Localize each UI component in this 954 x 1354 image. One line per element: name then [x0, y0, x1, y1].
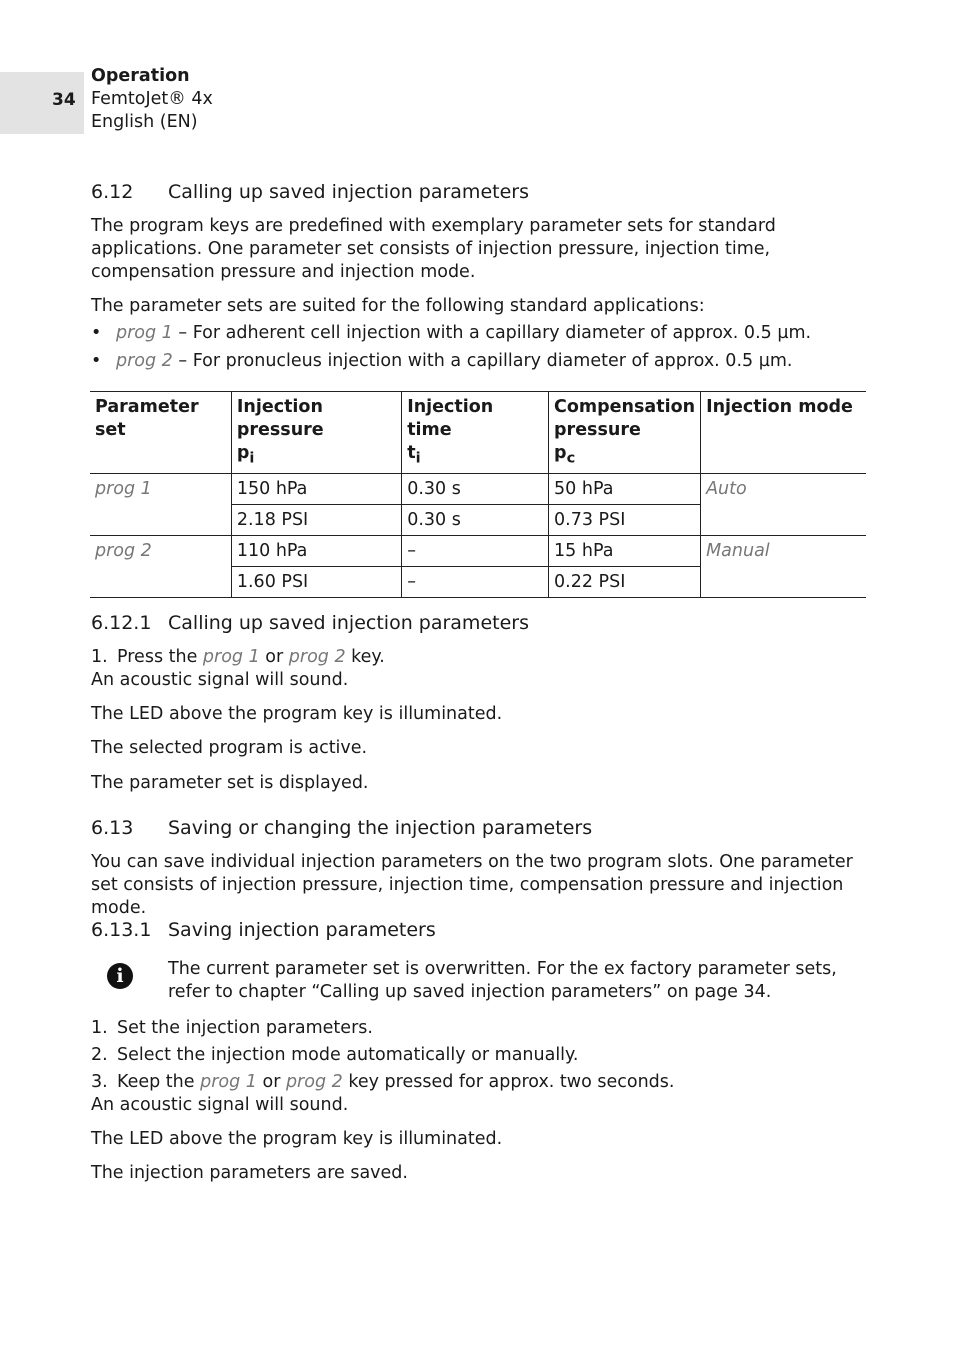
result-text: An acoustic signal will sound. [91, 670, 349, 690]
page-number: 34 [52, 90, 76, 110]
step-item: 3. Keep the prog 1 or prog 2 key pressed for approx. two seconds. [91, 1072, 675, 1092]
table-cell: 50 hPa [549, 473, 701, 504]
table-cell-set: prog 2 [90, 535, 231, 597]
parameter-table [90, 391, 866, 598]
table-cell: 0.22 PSI [549, 566, 701, 597]
result-text: An acoustic signal will sound. [91, 1095, 349, 1115]
table-cell: 1.60 PSI [231, 566, 401, 597]
table-cell-set: prog 1 [90, 473, 231, 535]
table-cell-mode: Auto [701, 473, 866, 535]
column-header: Compensation pressure $p_c$ [549, 392, 701, 474]
section-heading-6-12-1: 6.12.1 Calling up saved injection parameters [91, 612, 529, 634]
result-text: The selected program is active. [91, 738, 368, 758]
header-product: FemtoJet® 4x [91, 89, 213, 109]
table-cell: – [402, 535, 549, 566]
step-item: 1. Set the injection parameters. [91, 1018, 373, 1038]
result-text: The parameter set is displayed. [91, 773, 369, 793]
paragraph-intro: You can save individual injection parameters on the two program slots. One parameter set consists of injection pressure, injection time, compensation pressure and injection mode. [91, 852, 853, 918]
paragraph-intro: The program keys are predefined with exemplary parameter sets for standard applications. One parameter set consists of injection pressure, injection time, compensation pressure and injection mode. [91, 216, 776, 282]
result-text: The LED above the program key is illuminated. [91, 704, 503, 724]
column-header: Injection time $t_i$ [402, 392, 549, 474]
table-header-row [90, 392, 866, 474]
column-header: Injection pressure $p_i$ [231, 392, 401, 474]
result-text: The injection parameters are saved. [91, 1163, 408, 1183]
table-cell-mode: Manual [701, 535, 866, 597]
header-language: English (EN) [91, 112, 198, 132]
info-note: The current parameter set is overwritten. For the ex factory parameter sets, refer to chapter “Calling up saved injection parameters” on page 34. [168, 959, 837, 1002]
step-item: 1. Press the prog 1 or prog 2 key. [91, 647, 385, 667]
step-item: 2. Select the injection mode automatically or manually. [91, 1045, 579, 1065]
column-header: Injection mode [701, 392, 866, 474]
table-cell: 0.30 s [402, 504, 549, 535]
result-text: The LED above the program key is illuminated. [91, 1129, 503, 1149]
table-cell: – [402, 566, 549, 597]
running-header [91, 65, 213, 134]
paragraph-lead: The parameter sets are suited for the following standard applications: [91, 296, 705, 316]
table-cell: 110 hPa [231, 535, 401, 566]
column-header: Parameter set [90, 392, 231, 474]
header-section: Operation [91, 66, 190, 86]
table-cell: 2.18 PSI [231, 504, 401, 535]
table-row [90, 473, 866, 504]
table-row [90, 535, 866, 566]
table-cell: 0.30 s [402, 473, 549, 504]
table-cell: 150 hPa [231, 473, 401, 504]
section-heading-6-13-1: 6.13.1 Saving injection parameters [91, 919, 436, 941]
info-icon: i [107, 963, 133, 989]
list-item: • prog 1 – For adherent cell injection with a capillary diameter of approx. 0.5 µm. [91, 323, 812, 343]
section-heading-6-12: 6.12 Calling up saved injection parameters [91, 181, 529, 203]
section-heading-6-13: 6.13 Saving or changing the injection parameters [91, 817, 593, 839]
table-cell: 0.73 PSI [549, 504, 701, 535]
list-item: • prog 2 – For pronucleus injection with a capillary diameter of approx. 0.5 µm. [91, 351, 793, 371]
table-cell: 15 hPa [549, 535, 701, 566]
